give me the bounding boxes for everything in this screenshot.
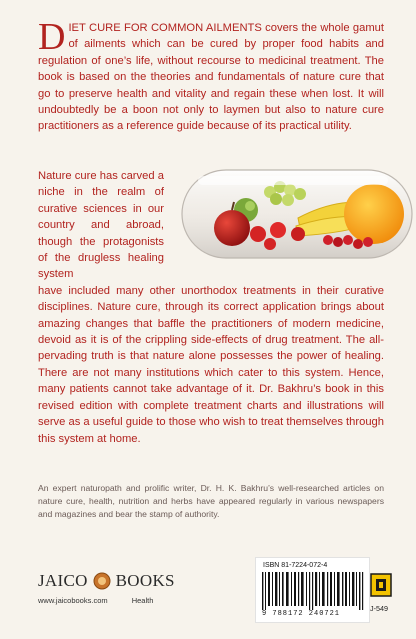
publisher-meta — [38, 596, 153, 605]
barcode-panel — [255, 557, 370, 623]
publisher-name-right: BOOKS — [115, 571, 175, 590]
publisher-website: www.jaicobooks.com — [38, 596, 108, 605]
fruit-capsule-illustration — [178, 162, 416, 266]
author-bio: An expert naturopath and prolific writer, Dr. H. K. Bakhru’s well-researched articles on nature cure, health, nutrition and herbs have appeared regularly in various newspapers and magazines and bear the stamp of authority. — [38, 483, 384, 519]
publisher-logo — [38, 570, 175, 592]
barcode-number: 9 788172 240721 — [262, 610, 341, 618]
catalog-code: J-549 — [370, 604, 388, 613]
isbn-text: ISBN 81-7224-072-4 — [263, 562, 328, 569]
intro-paragraph — [38, 16, 384, 135]
barcode — [262, 572, 364, 610]
intro-text: IET CURE FOR COMMON AILMENTS covers the whole gamut of ailments which can be cured by proper food habits and regulation of one’s life, without recourse to medicinal treatment. The book is based on the theories and fundamentals of nature cure that go to preserve health and vitality and regain these when lost. It will undoubtedly be a boon not only to laymen but also to nature cure practitioners as a reference guide because of its practical utility. — [38, 22, 384, 133]
publisher-name-left: JAICO — [38, 571, 88, 590]
book-category: Health — [131, 596, 154, 605]
publisher-mark-icon — [370, 573, 392, 597]
nature-cure-text: have included many other unorthodox treatments in their curative disciplines. Nature cure, through its correct application brings about amazing changes that baffle the practitioners of modern medicine, devoid as it is of the crippling side-effects of drug treatment. The all-pervading truth is that nature alone possesses the power of healing. There are not many institutions which cater to this system. Hence, many patients cannot take advantage of it. Dr. Bakhru’s book in this revised edition with complete treatment charts and illustrations will serve as a useful guide to those who wish to treat themselves through this system at home. — [38, 284, 384, 445]
jaico-emblem-icon — [93, 572, 111, 590]
drop-cap: D — [38, 16, 66, 58]
nature-cure-text-wrapped: Nature cure has carved a niche in the realm of curative sciences in our country and abroad, though the protagonists of the drugless healing system — [38, 170, 164, 281]
